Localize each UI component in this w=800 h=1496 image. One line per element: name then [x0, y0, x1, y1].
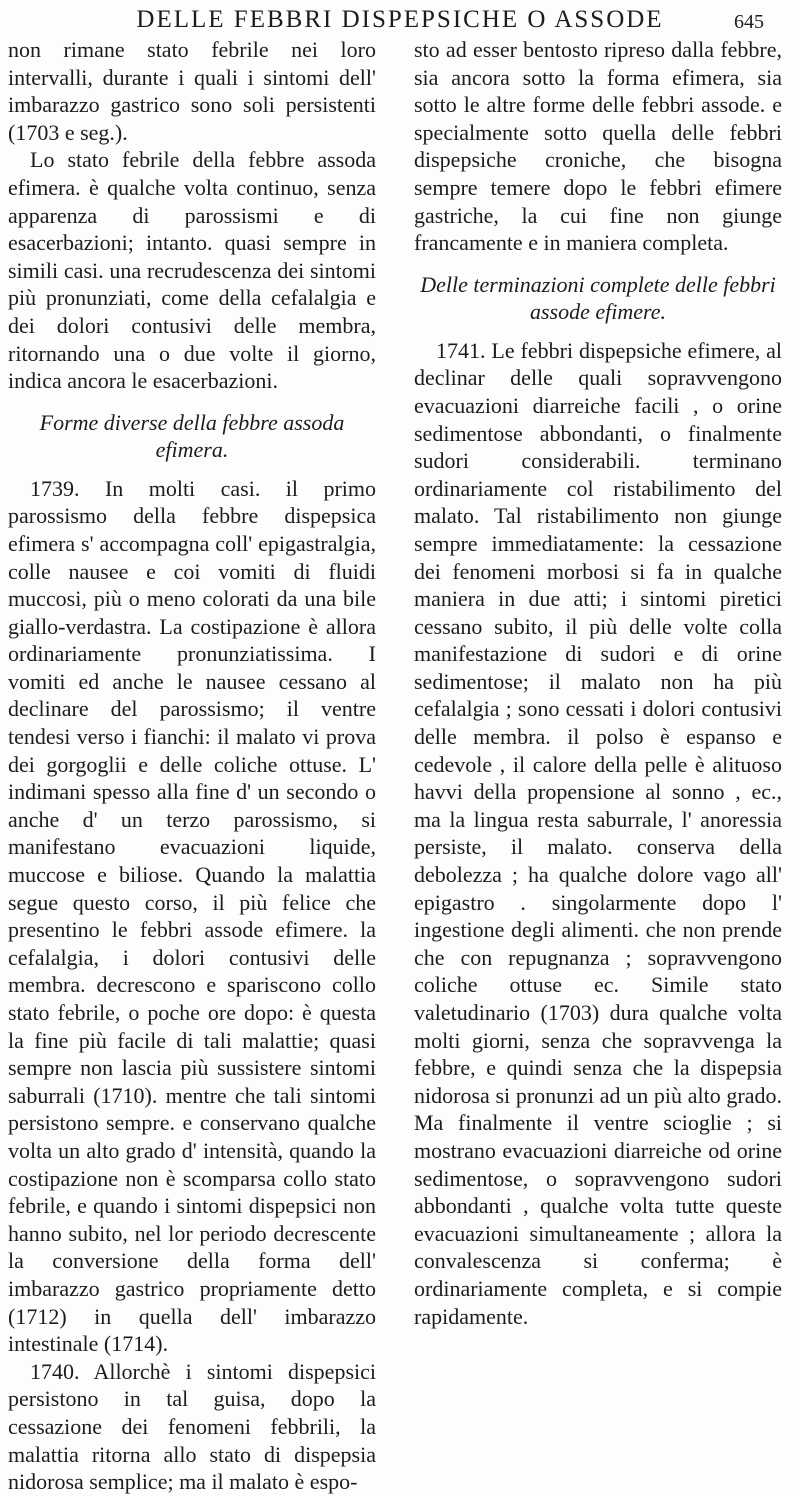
running-title: DELLE FEBBRI DISPEPSICHE O ASSODE [136, 6, 664, 33]
running-head [0, 4, 800, 34]
left-column [8, 36, 376, 1496]
paragraph-1740: 1740. Allorchè i sintomi dispepsici persistono in tal guisa, dopo la cessazione dei fenomeni febbrili, la malattia ritorna allo stato di dispepsia nidorosa semplice; ma il malato è espo- [8, 1358, 376, 1495]
right-column [414, 36, 782, 1330]
page-number: 645 [734, 11, 764, 33]
paragraph-1741: 1741. Le febbri dispepsiche efimere, al declinar delle quali sopravvengono evacuazioni diarreiche facili , o orine sedimentose abbondanti, o finalmente sudori considerabili. terminano ordinariamente col ristabilimento del malato. Tal ristabilimento non giunge sempre immediatamente: la cessazione dei fenomeni morbosi si fa in qualche maniera in due atti; i sintomi piretici cessano subito, il più delle volte colla manifestazione di sudori e di orine sedimentose; il malato non ha più cefalalgia ; sono cessati i dolori contusivi delle membra. il polso è espanso e cedevole , il calore della pelle è alituoso havvi della propensione al sonno , ec., ma la lingua resta saburrale, l' anoressia persiste, il malato. conserva della debolezza ; ha qualche dolore vago all' epigastro . singolarmente dopo l' ingestione degli alimenti. che non prende che con repugnanza ; sopravvengono coliche ottuse ec. Simile stato valetudinario (1703) dura qualche volta molti giorni, senza che sopravvenga la febbre, e quindi senza che la dispepsia nidorosa si pronunzi ad un più alto grado. Ma finalmente il ventre scioglie ; si mostrano evacuazioni diarreiche od orine sedimentose, o sopravvengono sudori abbondanti , qualche volta tutte queste evacuazioni simultaneamente ; allora la convalescenza si conferma; è ordinariamente completa, e si compie rapidamente. [414, 337, 782, 1329]
section-heading-forme-diverse: Forme diverse della febbre assoda efimera. [39, 409, 345, 462]
paragraph-continued: non rimane stato febrile nei loro intervalli, durante i quali i sintomi dell' imbarazzo gastrico sono soli persistenti (1703 e seg.). [8, 37, 376, 145]
paragraph-febrile-state: Lo stato febrile della febbre assoda efimera. è qualche volta continuo, senza apparenza di parossismi e di esacerbazioni; intanto. quasi sempre in simili casi. una recrudescenza dei sintomi più pronunziati, come della cefalalgia e dei dolori contusivi delle membra, ritornando una o due volte il giorno, indica ancora le esacerbazioni. [8, 147, 376, 394]
paragraph-1739: 1739. In molti casi. il primo parossismo della febbre dispepsica efimera s' accompagna coll' epigastralgia, colle nausee e coi vomiti di fluidi muccosi, più o meno colorati da una bile giallo-verdastra. La costipazione è allora ordinariamente pronunziatissima. I vomiti ed anche le nausee cessano al declinare del parossismo; il ventre tendesi verso i fianchi: il malato vi prova dei gorgoglii e delle coliche ottuse. L' indimani spesso alla fine d' un secondo o anche d' un terzo parossismo, si manifestano evacuazioni liquide, muccose e biliose. Quando la malattia segue questo corso, il più felice che presentino le febbri assode efimere. la cefalalgia, i dolori contusivi delle membra. decrescono e spariscono collo stato febrile, o poche ore dopo: è questa la fine più facile di tali malattie; quasi sempre non lascia più sussistere sintomi saburrali (1710). mentre che tali sintomi persistono sempre. e conservano qualche volta un alto grado d' intensità, quando la costipazione non è scomparsa collo stato febrile, e quando i sintomi dispepsici non hanno subito, nel lor periodo decrescente la conversione della forma dell' imbarazzo gastrico propriamente detto (1712) in quella dell' imbarazzo intestinale (1714). [8, 475, 376, 1357]
paragraph-continued-right: sto ad esser bentosto ripreso dalla febbre, sia ancora sotto la forma efimera, sia sotto le altre forme delle febbri assode. e specialmente sotto quella delle febbri dispepsiche croniche, che bisogna sempre temere dopo le febbri efimere gastriche, la cui fine non giunge francamente e in maniera completa. [414, 37, 782, 256]
section-heading-terminazioni: Delle terminazioni complete delle febbri assode efimere. [420, 271, 776, 324]
